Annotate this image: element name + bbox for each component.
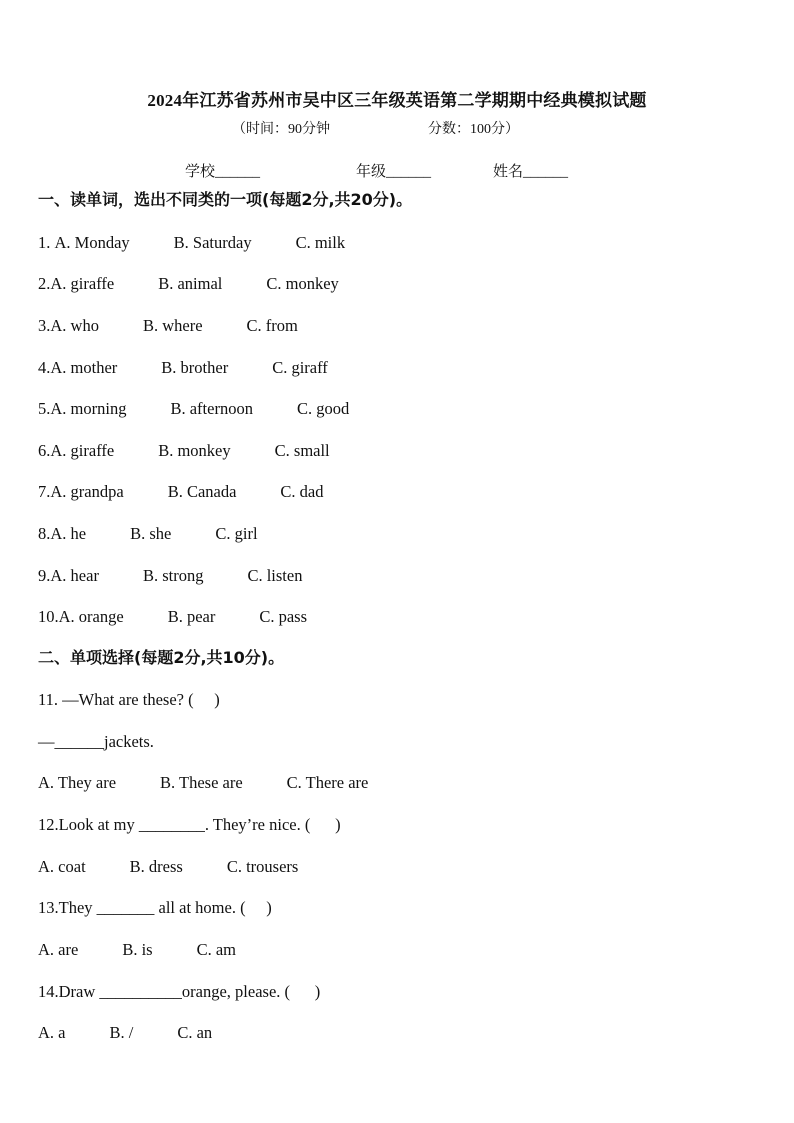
option-a: A. coat	[38, 857, 86, 876]
option-a: A. giraffe	[50, 274, 115, 293]
question-number: 6.	[38, 441, 51, 460]
question-9	[38, 566, 302, 586]
grade-field: 年级______	[356, 164, 432, 180]
question-number: 9.	[38, 566, 51, 585]
option-c: C. trousers	[226, 857, 299, 876]
question-5	[38, 399, 349, 419]
question-13-options	[38, 940, 236, 960]
time-limit: （时间：90分钟	[232, 122, 330, 137]
question-8	[38, 524, 258, 544]
question-3	[38, 316, 298, 336]
option-c: C. monkey	[266, 274, 339, 293]
section-one-heading: 一、读单词，选出不同类的一项(每题2分,共20分)。	[38, 190, 413, 209]
exam-subtitle	[232, 118, 519, 138]
option-b: B. Canada	[167, 482, 237, 501]
option-b: B. where	[142, 316, 203, 335]
question-4	[38, 358, 328, 378]
question-11: 11. —What are these? ( )	[38, 690, 220, 709]
option-a: A. are	[38, 940, 79, 959]
question-6	[38, 441, 330, 461]
option-a: A. giraffe	[50, 441, 115, 460]
option-a: A. They are	[38, 773, 117, 792]
question-12-options	[38, 857, 298, 877]
option-a: A. orange	[58, 607, 124, 626]
option-c: C. from	[246, 316, 298, 335]
question-number: 8.	[38, 524, 51, 543]
total-score: 分数：100分）	[428, 122, 519, 137]
question-11-answer-line: —______jackets.	[38, 732, 154, 751]
option-c: C. dad	[280, 482, 324, 501]
option-c: C. good	[296, 399, 350, 418]
school-field: 学校______	[185, 164, 261, 180]
student-info	[185, 160, 568, 181]
option-c: C. There are	[286, 773, 369, 792]
question-13: 13.They _______ all at home. ( )	[38, 898, 272, 917]
option-b: B. she	[130, 524, 172, 543]
option-c: C. listen	[247, 566, 303, 585]
option-b: B. brother	[161, 358, 229, 377]
option-a: A. hear	[50, 566, 99, 585]
option-b: B. animal	[158, 274, 223, 293]
option-b: B. Saturday	[173, 233, 252, 252]
question-number: 5.	[38, 399, 51, 418]
option-a: A. he	[50, 524, 87, 543]
question-12: 12.Look at my ________. They’re nice. ( )	[38, 815, 341, 834]
option-b: B. These are	[160, 773, 243, 792]
option-a: A. mother	[50, 358, 118, 377]
option-c: C. giraff	[272, 358, 328, 377]
option-b: B. /	[109, 1023, 134, 1042]
option-b: B. pear	[167, 607, 216, 626]
question-14: 14.Draw __________orange, please. ( )	[38, 982, 321, 1001]
option-c: C. an	[177, 1023, 213, 1042]
option-b: B. strong	[142, 566, 204, 585]
question-number: 2.	[38, 274, 51, 293]
question-7	[38, 482, 324, 502]
name-field: 姓名______	[493, 164, 569, 180]
question-number: 7.	[38, 482, 51, 501]
option-b: B. is	[122, 940, 153, 959]
option-c: C. girl	[215, 524, 258, 543]
question-number: 10.	[38, 607, 59, 626]
option-a: A. Monday	[54, 233, 130, 252]
option-c: C. pass	[259, 607, 308, 626]
question-14-options	[38, 1023, 212, 1043]
option-c: C. milk	[295, 233, 346, 252]
question-10	[38, 607, 307, 627]
option-a: A. a	[38, 1023, 66, 1042]
option-b: B. afternoon	[170, 399, 253, 418]
question-2	[38, 274, 339, 294]
question-number: 4.	[38, 358, 51, 377]
option-c: C. am	[196, 940, 236, 959]
option-a: A. grandpa	[50, 482, 124, 501]
option-c: C. small	[274, 441, 330, 460]
question-number: 1.	[38, 233, 55, 252]
exam-title: 2024年江苏省苏州市吴中区三年级英语第二学期期中经典模拟试题	[147, 91, 647, 110]
section-two-heading: 二、单项选择(每题2分,共10分)。	[38, 648, 285, 667]
question-11-options	[38, 773, 368, 793]
question-number: 3.	[38, 316, 51, 335]
question-1	[38, 233, 345, 253]
option-a: A. who	[50, 316, 99, 335]
option-b: B. dress	[129, 857, 183, 876]
option-a: A. morning	[50, 399, 127, 418]
option-b: B. monkey	[158, 441, 231, 460]
